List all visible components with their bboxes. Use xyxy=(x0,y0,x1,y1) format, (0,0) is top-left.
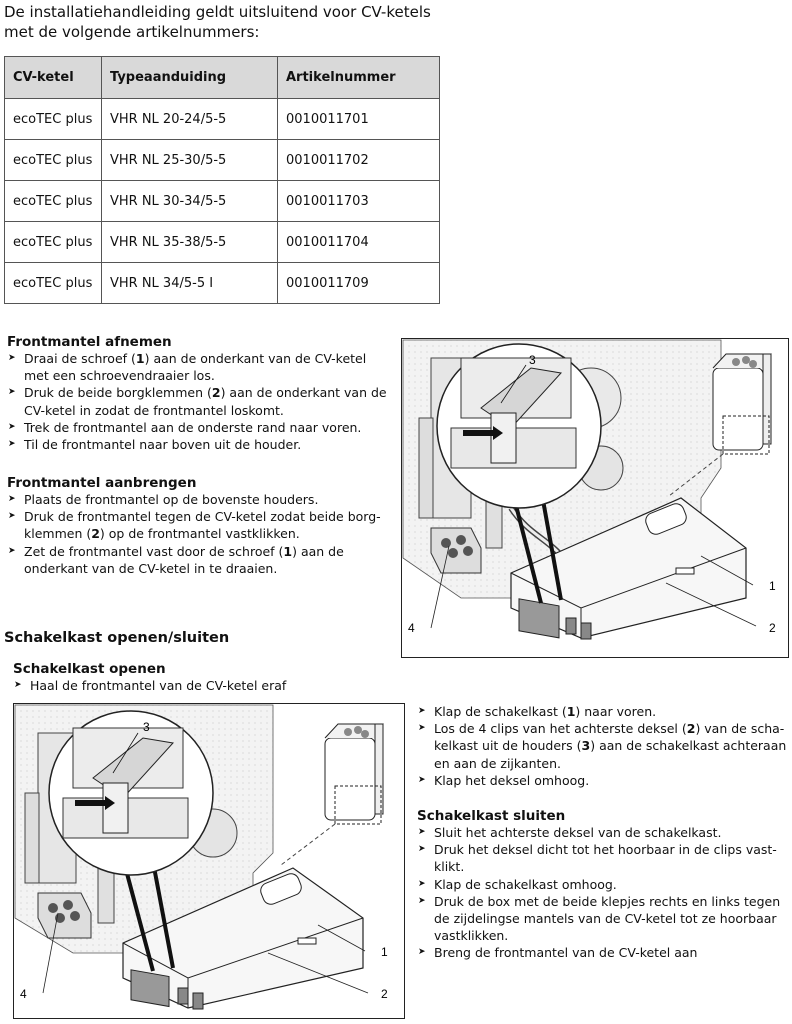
steps-list xyxy=(417,703,789,789)
figure-label: 2 xyxy=(381,987,388,1001)
schakelkast-heading: Schakelkast openen/sluiten xyxy=(4,630,230,646)
list-item: ➤ Draai de schroef (1) aan de onderkant van de CV-ketel met een schroevendraaier los. xyxy=(7,350,392,384)
steps-list xyxy=(7,350,392,453)
section-title: Schakelkast openen xyxy=(13,661,166,677)
list-item: ➤ Plaats de frontmantel op de bovenste houders. xyxy=(7,491,392,508)
boiler-illustration xyxy=(401,338,789,658)
figure-label: 4 xyxy=(20,987,27,1001)
intro-line-2: met de volgende artikelnummers: xyxy=(4,23,260,41)
list-item: ➤ Breng de frontmantel van de CV-ketel aan xyxy=(417,944,789,961)
table-row xyxy=(5,222,440,263)
figure-label: 2 xyxy=(769,621,776,635)
table-header: Artikelnummer xyxy=(278,57,440,99)
figure-frontmantel xyxy=(401,338,789,658)
figure-label: 1 xyxy=(769,579,776,593)
steps-list xyxy=(13,677,398,694)
list-item: ➤ Haal de frontmantel van de CV-ketel eraf xyxy=(13,677,398,694)
table-cell: 0010011704 xyxy=(278,222,440,263)
steps-list xyxy=(7,491,392,577)
section-schakelkast-sluiten xyxy=(417,808,789,962)
table-cell: ecoTEC plus xyxy=(5,222,102,263)
table-cell: ecoTEC plus xyxy=(5,140,102,181)
table-cell: 0010011703 xyxy=(278,181,440,222)
section-title: Frontmantel aanbrengen xyxy=(7,475,197,491)
section-title: Frontmantel afnemen xyxy=(7,334,172,350)
table-cell: VHR NL 25-30/5-5 xyxy=(102,140,278,181)
list-item: ➤ Klap de schakelkast (1) naar voren. xyxy=(417,703,789,720)
list-item: ➤ Klap het deksel omhoog. xyxy=(417,772,789,789)
section-frontmantel-afnemen xyxy=(7,334,392,453)
table-cell: ecoTEC plus xyxy=(5,181,102,222)
figure-label: 3 xyxy=(529,353,536,367)
list-item: ➤ Druk de box met de beide klepjes rechts en links tegen de zijdelingse mantels van de CV-ketel tot ze hoorbaar vastklikken. xyxy=(417,893,789,945)
list-item: ➤ Druk de beide borgklemmen (2) aan de onderkant van de CV-ketel in zodat de frontmantel loskomt. xyxy=(7,384,392,418)
table-cell: VHR NL 30-34/5-5 xyxy=(102,181,278,222)
table-cell: ecoTEC plus xyxy=(5,263,102,304)
table-cell: 0010011702 xyxy=(278,140,440,181)
table-cell: 0010011709 xyxy=(278,263,440,304)
section-schakelkast-openen-steps xyxy=(417,703,789,789)
steps-list xyxy=(417,824,789,962)
table-cell: 0010011701 xyxy=(278,99,440,140)
article-number-table xyxy=(4,56,440,304)
figure-label: 3 xyxy=(143,720,150,734)
switchbox-illustration xyxy=(13,703,405,1019)
list-item: ➤ Zet de frontmantel vast door de schroef (1) aan de onderkant van de CV-ketel in te draaien. xyxy=(7,543,392,577)
table-cell: ecoTEC plus xyxy=(5,99,102,140)
figure-label: 1 xyxy=(381,945,388,959)
table-cell: VHR NL 34/5-5 I xyxy=(102,263,278,304)
table-cell: VHR NL 35-38/5-5 xyxy=(102,222,278,263)
section-frontmantel-aanbrengen xyxy=(7,475,392,577)
intro-text xyxy=(4,2,431,42)
intro-line-1: De installatiehandleiding geldt uitsluitend voor CV-ketels xyxy=(4,3,431,21)
figure-schakelkast xyxy=(13,703,405,1019)
table-header-row xyxy=(5,57,440,99)
table-row xyxy=(5,181,440,222)
figure-label: 4 xyxy=(408,621,415,635)
list-item: ➤ Los de 4 clips van het achterste deksel (2) van de scha-kelkast uit de houders (3) aan de schakelkast achteraan en aan de zijkanten. xyxy=(417,720,789,772)
list-item: ➤ Til de frontmantel naar boven uit de houder. xyxy=(7,436,392,453)
table-row xyxy=(5,263,440,304)
list-item: ➤ Druk het deksel dicht tot het hoorbaar in de clips vast-klikt. xyxy=(417,841,789,875)
list-item: ➤ Klap de schakelkast omhoog. xyxy=(417,876,789,893)
section-title: Schakelkast sluiten xyxy=(417,808,566,824)
section-schakelkast-openen-intro xyxy=(13,661,398,694)
table-cell: VHR NL 20-24/5-5 xyxy=(102,99,278,140)
table-header: Typeaanduiding xyxy=(102,57,278,99)
table-row xyxy=(5,99,440,140)
list-item: ➤ Trek de frontmantel aan de onderste rand naar voren. xyxy=(7,419,392,436)
list-item: ➤ Sluit het achterste deksel van de schakelkast. xyxy=(417,824,789,841)
table-row xyxy=(5,140,440,181)
table-header: CV-ketel xyxy=(5,57,102,99)
list-item: ➤ Druk de frontmantel tegen de CV-ketel zodat beide borg-klemmen (2) op de frontmantel vastklikken. xyxy=(7,508,392,542)
